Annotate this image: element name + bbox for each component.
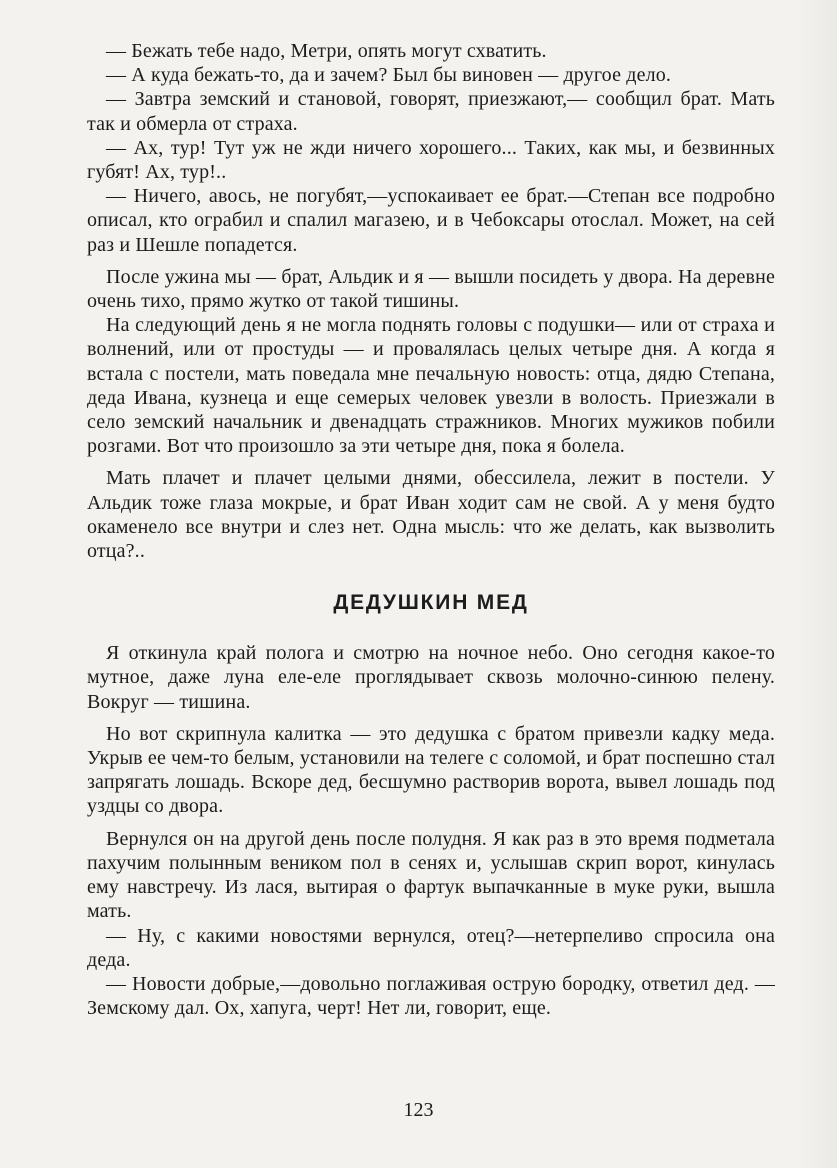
paragraph: — Бежать тебе надо, Метри, опять могут схватить. xyxy=(106,40,547,62)
paragraph: Вернулся он на другой день после полудня. Я как раз в это время подметала пахучим полынным веником пол в сенях и, услышав скрип ворот, кинулась ему навстречу. Из лася, вытирая о фартук выпачканные в муке руки, вышла мать. xyxy=(87,827,775,923)
paragraph: Я откинула край полога и смотрю на ночное небо. Оно сегодня какое-то мутное, даже луна еле-еле проглядывает сквозь молочно-синюю пелену. Вокруг — тишина. xyxy=(87,642,775,713)
paragraph-gap xyxy=(87,714,775,722)
paragraph: — Ничего, авось, не погубят,—успокаивает ее брат.—Степан все подробно описал, кто ограбил и спалил магазею, и в Чебоксары отослал. Может, на сей раз и Шешле попадется. xyxy=(87,185,775,256)
text-column xyxy=(87,39,775,1020)
paragraph: — Завтра земский и становой, говорят, приезжают,— сообщил брат. Мать так и обмерла от страха. xyxy=(87,88,775,135)
paragraph: Но вот скрипнула калитка — это дедушка с братом привезли кадку меда. Укрыв ее чем-то белым, установили на телеге с соломой, и брат поспешно стал запрягать лошадь. Вскоре дед, бесшумно растворив ворота, вывел лошадь под уздцы со двора. xyxy=(87,722,775,818)
paragraph: — Новости добрые,—довольно поглаживая острую бородку, ответил дед. — Земскому дал. Ох, хапуга, черт! Нет ли, говорит, еще. xyxy=(87,972,775,1020)
page-number: 123 xyxy=(403,1099,434,1121)
paragraph: — Ах, тур! Тут уж не жди ничего хорошего... Таких, как мы, и безвинных губят! Ах, тур!.. xyxy=(87,136,775,184)
section-after xyxy=(87,641,775,1020)
paragraph: — Ну, с какими новостями вернулся, отец?—нетерпеливо спросила она деда. xyxy=(87,924,775,971)
paragraph: После ужина мы — брат, Альдик и я — вышли посидеть у двора. На деревне очень тихо, прямо жутко от такой тишины. xyxy=(87,265,775,313)
paper-edge-shadow xyxy=(797,0,837,1168)
paragraph: На следующий день я не могла поднять головы с подушки— или от страха и волнений, или от простуды — и провалялась целых четыре дня. А когда я встала с постели, мать поведала мне печальную новость: отца, дядю Степана, деда Ивана, кузнеца и еще семерых человек увезли в волость. Приезжали в село земский начальник и двенадцать стражников. Многих мужиков побили розгами. Вот что произошло за эти четыре дня, пока я болела. xyxy=(87,314,775,458)
paragraph-gap xyxy=(87,819,775,827)
section-heading: ДЕДУШКИН МЕД xyxy=(333,591,529,615)
paragraph-gap xyxy=(87,458,775,466)
section-before xyxy=(87,39,775,563)
paragraph: Мать плачет и плачет целыми днями, обессилела, лежит в постели. У Альдик тоже глаза мокрые, и брат Иван ходит сам не свой. А у меня будто окаменело все внутри и слез нет. Одна мысль: что же делать, как вызволить отца?.. xyxy=(87,467,775,563)
paragraph-gap xyxy=(87,257,775,265)
paragraph: — А куда бежать-то, да и зачем? Был бы виновен — другое дело. xyxy=(106,64,672,87)
